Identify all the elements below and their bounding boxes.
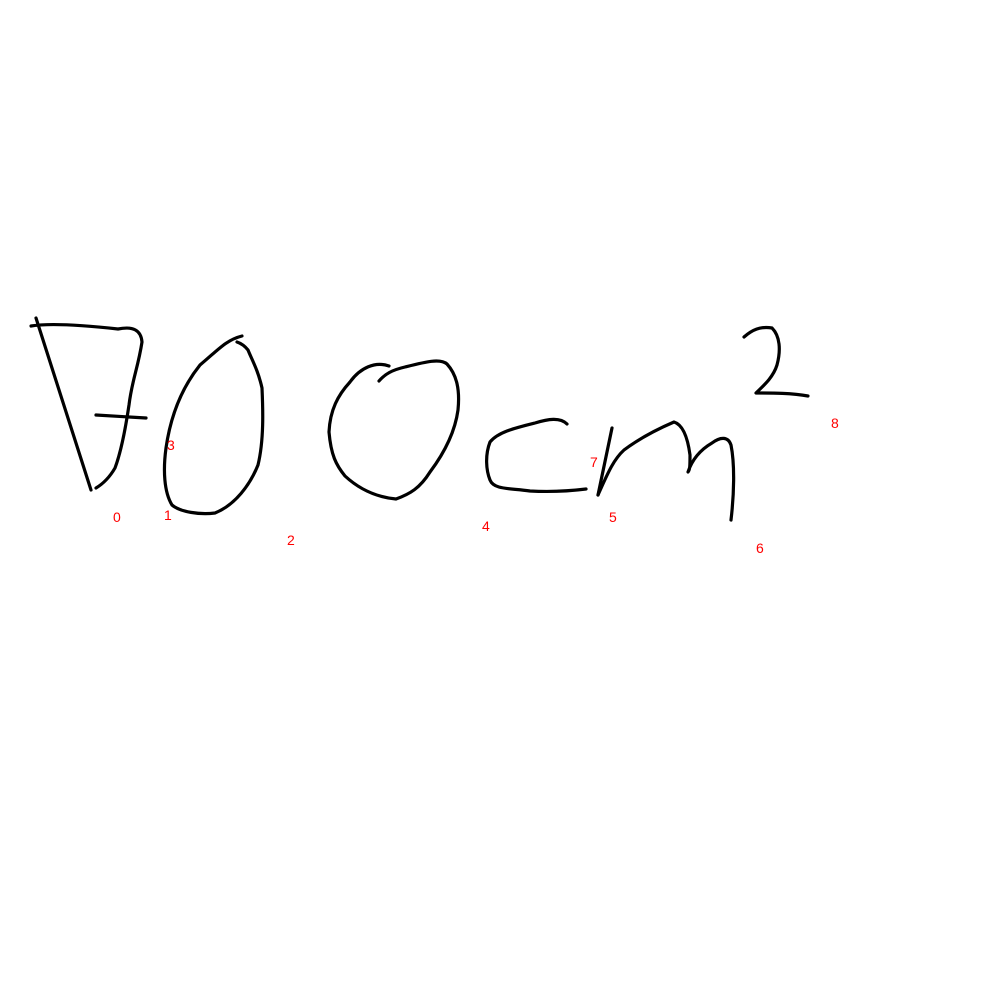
label-5: 5 xyxy=(609,509,617,525)
label-4: 4 xyxy=(482,518,490,534)
label-1: 1 xyxy=(164,507,172,523)
label-3: 3 xyxy=(167,437,175,453)
label-2: 2 xyxy=(287,532,295,548)
label-0: 0 xyxy=(113,509,121,525)
label-8: 8 xyxy=(831,415,839,431)
label-6: 6 xyxy=(756,540,764,556)
label-7: 7 xyxy=(590,454,598,470)
